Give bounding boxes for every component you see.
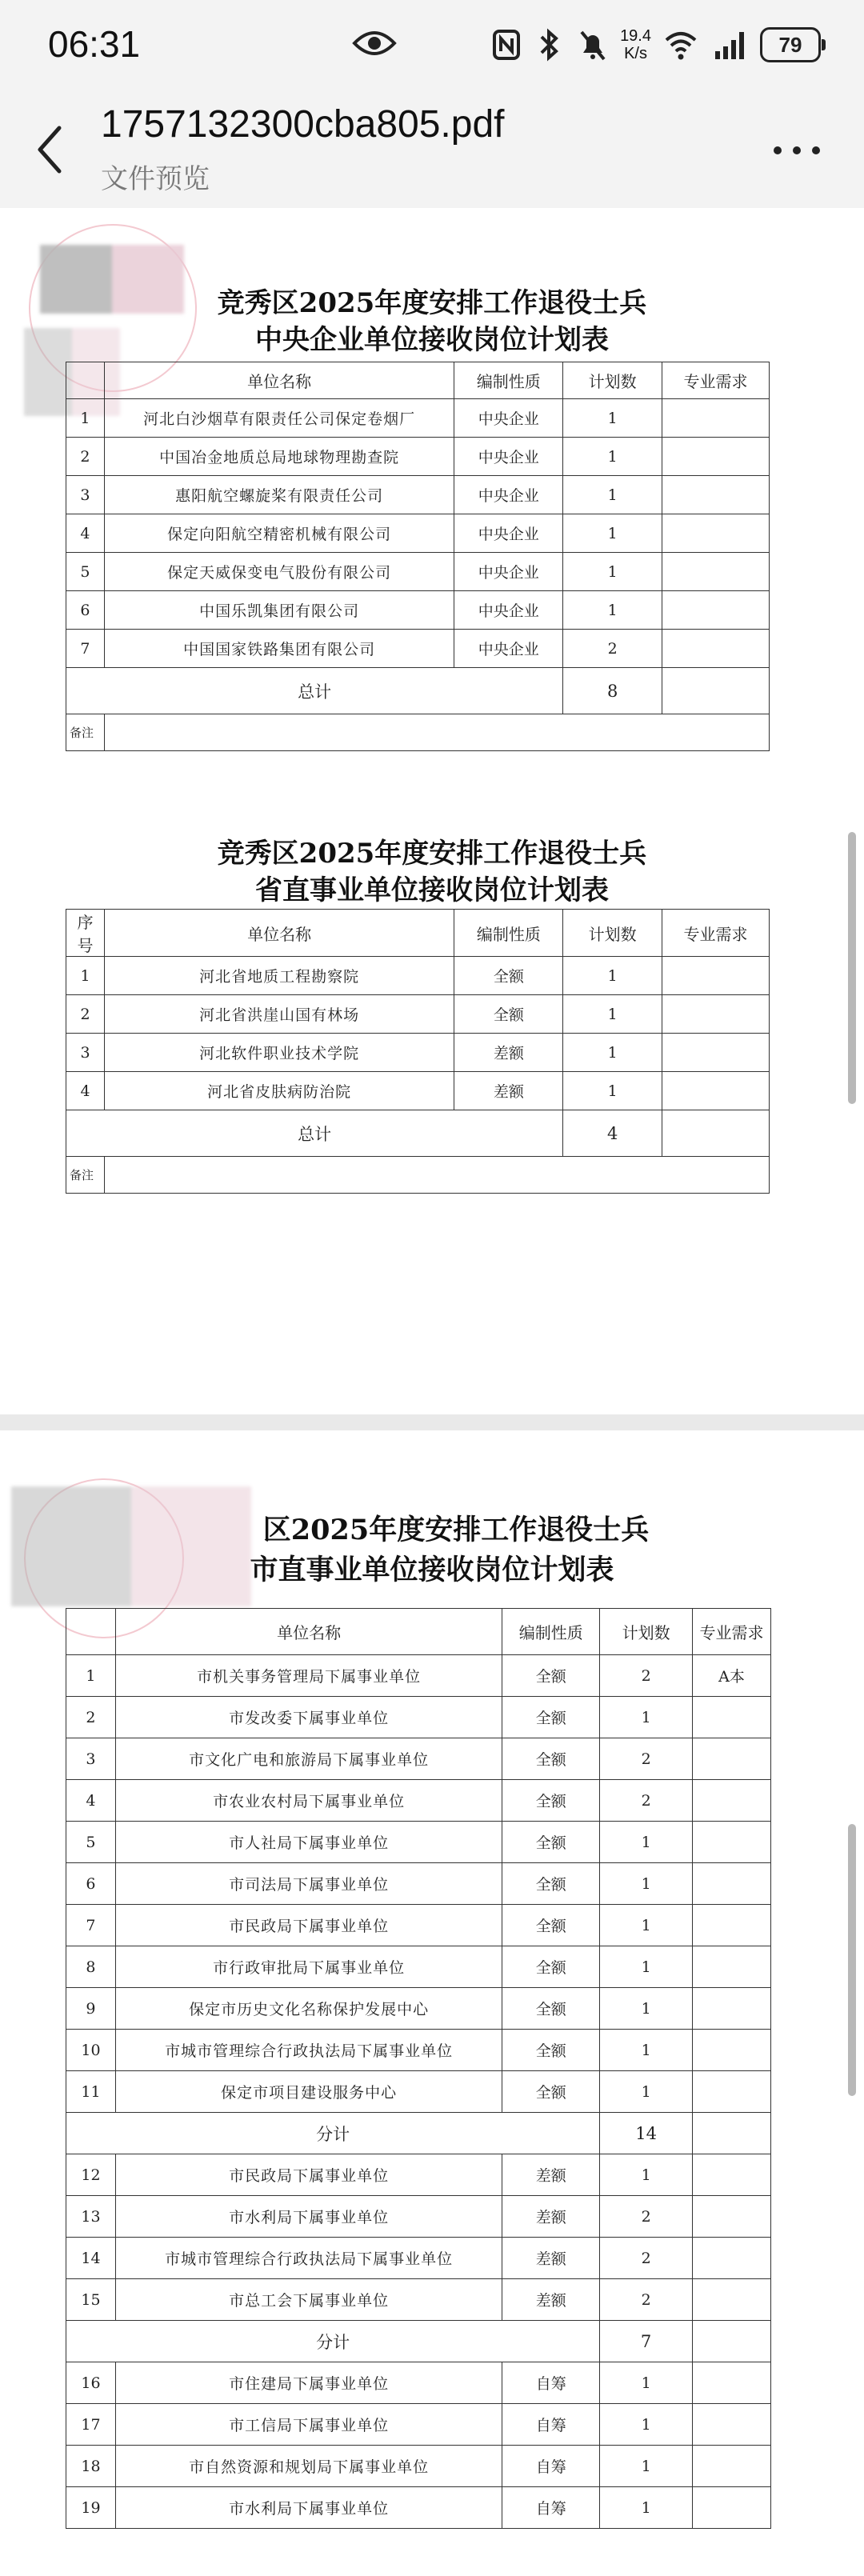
subtotal-row (66, 2321, 771, 2362)
header-plan-count: 计划数 (563, 910, 662, 957)
row-index: 19 (66, 2487, 116, 2529)
plan-count: 1 (563, 591, 662, 630)
unit-name: 河北省地质工程勘察院 (104, 957, 454, 995)
pdf-page-1 (0, 208, 864, 1414)
specialty-requirement (693, 1738, 771, 1780)
row-index: 15 (66, 2279, 116, 2321)
staffing-type: 中央企业 (454, 591, 563, 630)
total-row-value: 8 (563, 668, 662, 714)
plan-count: 1 (563, 1034, 662, 1072)
specialty-requirement (662, 957, 770, 995)
plan-count: 1 (600, 1822, 693, 1863)
specialty-requirement (662, 630, 770, 668)
header-staffing-type: 编制性质 (502, 1609, 600, 1655)
header-staffing-type: 编制性质 (454, 362, 563, 399)
row-index: 3 (66, 476, 105, 514)
plan-count: 1 (600, 2404, 693, 2446)
specialty-requirement (662, 1034, 770, 1072)
staffing-type: 差额 (502, 2154, 600, 2196)
table2-title-line1: 竞秀区2025年度安排工作退役士兵 (217, 838, 647, 870)
table-row (66, 2279, 771, 2321)
row-index: 4 (66, 1780, 116, 1822)
total-row-label: 总计 (66, 1110, 563, 1157)
bluetooth-icon (534, 27, 566, 62)
table1-title (0, 285, 864, 358)
row-index: 1 (66, 1655, 116, 1697)
staffing-type: 差额 (502, 2196, 600, 2238)
pdf-viewer[interactable] (0, 208, 864, 2576)
specialty-requirement (693, 1822, 771, 1863)
specialty-requirement (693, 2362, 771, 2404)
central-enterprise-table (66, 362, 770, 751)
plan-count: 2 (600, 1655, 693, 1697)
unit-name: 保定天威保变电气股份有限公司 (104, 553, 454, 591)
staffing-type: 全额 (502, 1822, 600, 1863)
table-row (66, 2238, 771, 2279)
staffing-type: 中央企业 (454, 514, 563, 553)
staffing-type: 全额 (502, 1905, 600, 1946)
specialty-requirement (693, 1697, 771, 1738)
specialty-requirement (662, 1072, 770, 1110)
header-specialty: 专业需求 (693, 1609, 771, 1655)
remark-label: 备注 (66, 714, 105, 751)
plan-count: 1 (600, 2487, 693, 2529)
row-index: 7 (66, 630, 105, 668)
header-unit-name: 单位名称 (115, 1609, 502, 1655)
specialty-requirement (693, 1905, 771, 1946)
scrollbar-thumb[interactable] (848, 832, 856, 1104)
specialty-requirement (693, 2238, 771, 2279)
row-index: 9 (66, 1988, 116, 2030)
plan-count: 1 (563, 514, 662, 553)
plan-count: 1 (600, 2446, 693, 2487)
table-row (66, 630, 770, 668)
staffing-type: 全额 (502, 1988, 600, 2030)
remark-content (104, 1157, 769, 1194)
unit-name: 保定市项目建设服务中心 (115, 2071, 502, 2113)
signal-icon (710, 27, 749, 62)
table-row (66, 2196, 771, 2238)
table-row (66, 957, 770, 995)
unit-name: 中国冶金地质总局地球物理勘查院 (104, 438, 454, 476)
row-index: 10 (66, 2030, 116, 2071)
header-index: 序号 (66, 910, 105, 957)
unit-name: 市民政局下属事业单位 (115, 2154, 502, 2196)
municipal-institution-table (66, 1608, 771, 2529)
table-header-row (66, 362, 770, 399)
table-row (66, 1863, 771, 1905)
subtotal-row-label: 分计 (66, 2113, 600, 2154)
row-index: 5 (66, 1822, 116, 1863)
table3-title-line1: 区2025年度安排工作退役士兵 (262, 1514, 650, 1546)
plan-count: 1 (600, 2362, 693, 2404)
plan-count: 1 (600, 2030, 693, 2071)
specialty-requirement (693, 1863, 771, 1905)
staffing-type: 自筹 (502, 2362, 600, 2404)
status-icons (490, 21, 821, 69)
network-speed-unit: K/s (624, 45, 647, 62)
table-row (66, 2071, 771, 2113)
specialty-requirement (662, 995, 770, 1034)
row-index: 11 (66, 2071, 116, 2113)
total-row (66, 668, 770, 714)
row-index: 5 (66, 553, 105, 591)
subtotal-row-value: 14 (600, 2113, 693, 2154)
unit-name: 保定向阳航空精密机械有限公司 (104, 514, 454, 553)
table-row (66, 995, 770, 1034)
row-index: 2 (66, 995, 105, 1034)
empty-cell (693, 2113, 771, 2154)
row-index: 1 (66, 957, 105, 995)
header-plan-count: 计划数 (600, 1609, 693, 1655)
plan-count: 1 (563, 399, 662, 438)
plan-count: 1 (563, 1072, 662, 1110)
specialty-requirement (662, 553, 770, 591)
staffing-type: 自筹 (502, 2404, 600, 2446)
unit-name: 中国乐凯集团有限公司 (104, 591, 454, 630)
eye-icon (352, 27, 397, 59)
total-row-value: 4 (563, 1110, 662, 1157)
table3-title (0, 1510, 864, 1590)
remark-row (66, 714, 770, 751)
staffing-type: 全额 (454, 995, 563, 1034)
network-speed-value: 19.4 (620, 27, 651, 45)
unit-name: 河北软件职业技术学院 (104, 1034, 454, 1072)
plan-count: 1 (600, 1946, 693, 1988)
unit-name: 市农业农村局下属事业单位 (115, 1780, 502, 1822)
row-index: 6 (66, 591, 105, 630)
table-row (66, 2362, 771, 2404)
plan-count: 2 (563, 630, 662, 668)
specialty-requirement (693, 2279, 771, 2321)
plan-count: 1 (600, 1697, 693, 1738)
specialty-requirement (693, 2404, 771, 2446)
staffing-type: 差额 (502, 2238, 600, 2279)
table2-title (0, 835, 864, 909)
table-row (66, 1988, 771, 2030)
provincial-institution-table (66, 909, 770, 1194)
remark-label: 备注 (66, 1157, 105, 1194)
row-index: 4 (66, 1072, 105, 1110)
table-row (66, 1697, 771, 1738)
wifi-icon (662, 27, 699, 62)
table-row (66, 1822, 771, 1863)
specialty-requirement (662, 514, 770, 553)
pdf-page-2 (0, 1430, 864, 2576)
row-index: 3 (66, 1738, 116, 1780)
staffing-type: 中央企业 (454, 438, 563, 476)
header-specialty: 专业需求 (662, 362, 770, 399)
empty-cell (662, 1110, 770, 1157)
header-plan-count: 计划数 (563, 362, 662, 399)
staffing-type: 差额 (454, 1034, 563, 1072)
row-index: 12 (66, 2154, 116, 2196)
staffing-type: 全额 (502, 1738, 600, 1780)
unit-name: 市机关事务管理局下属事业单位 (115, 1655, 502, 1697)
staffing-type: 全额 (502, 1697, 600, 1738)
unit-name: 市住建局下属事业单位 (115, 2362, 502, 2404)
unit-name: 市总工会下属事业单位 (115, 2279, 502, 2321)
table-row (66, 1655, 771, 1697)
table-row (66, 1780, 771, 1822)
unit-name: 市城市管理综合行政执法局下属事业单位 (115, 2238, 502, 2279)
staffing-type: 差额 (454, 1072, 563, 1110)
subtotal-row-label: 分计 (66, 2321, 600, 2362)
table-row (66, 399, 770, 438)
plan-count: 1 (563, 476, 662, 514)
file-name: 1757132300cba805.pdf (101, 103, 505, 146)
table1-title-line2: 中央企业单位接收岗位计划表 (255, 324, 609, 356)
staffing-type: 自筹 (502, 2487, 600, 2529)
specialty-requirement (693, 2154, 771, 2196)
unit-name: 市民政局下属事业单位 (115, 1905, 502, 1946)
table-row (66, 2446, 771, 2487)
plan-count: 1 (600, 2071, 693, 2113)
staffing-type: 中央企业 (454, 476, 563, 514)
staffing-type: 全额 (454, 957, 563, 995)
header-staffing-type: 编制性质 (454, 910, 563, 957)
plan-count: 2 (600, 1738, 693, 1780)
remark-row (66, 1157, 770, 1194)
row-index: 13 (66, 2196, 116, 2238)
table-row (66, 2030, 771, 2071)
specialty-requirement (693, 2196, 771, 2238)
specialty-requirement (693, 2071, 771, 2113)
table-row (66, 438, 770, 476)
specialty-requirement (662, 399, 770, 438)
plan-count: 2 (600, 2279, 693, 2321)
table-row (66, 553, 770, 591)
plan-count: 1 (600, 1988, 693, 2030)
row-index: 17 (66, 2404, 116, 2446)
status-bar (0, 0, 864, 88)
remark-content (104, 714, 769, 751)
unit-name: 市水利局下属事业单位 (115, 2196, 502, 2238)
staffing-type: 中央企业 (454, 630, 563, 668)
row-index: 18 (66, 2446, 116, 2487)
table2-title-line2: 省直事业单位接收岗位计划表 (255, 874, 609, 906)
table-row (66, 1905, 771, 1946)
staffing-type: 全额 (502, 1863, 600, 1905)
table-row (66, 1034, 770, 1072)
unit-name: 市行政审批局下属事业单位 (115, 1946, 502, 1988)
plan-count: 2 (600, 2196, 693, 2238)
table-row (66, 1738, 771, 1780)
staffing-type: 全额 (502, 2030, 600, 2071)
staffing-type: 中央企业 (454, 399, 563, 438)
specialty-requirement (693, 2487, 771, 2529)
plan-count: 1 (600, 1905, 693, 1946)
total-row (66, 1110, 770, 1157)
specialty-requirement (662, 591, 770, 630)
top-app-bar (0, 88, 864, 208)
plan-count: 1 (563, 438, 662, 476)
row-index: 7 (66, 1905, 116, 1946)
table-header-row (66, 1609, 771, 1655)
table3-title-line2: 市直事业单位接收岗位计划表 (250, 1554, 614, 1586)
row-index: 3 (66, 1034, 105, 1072)
table-row (66, 1072, 770, 1110)
table-row (66, 514, 770, 553)
header-unit-name: 单位名称 (104, 362, 454, 399)
staffing-type: 差额 (502, 2279, 600, 2321)
table-row (66, 591, 770, 630)
plan-count: 2 (600, 2238, 693, 2279)
table-row (66, 476, 770, 514)
unit-name: 河北省洪崖山国有林场 (104, 995, 454, 1034)
scrollbar-thumb[interactable] (848, 1824, 856, 2096)
empty-cell (662, 668, 770, 714)
specialty-requirement (693, 1780, 771, 1822)
empty-cell (693, 2321, 771, 2362)
row-index: 16 (66, 2362, 116, 2404)
table-header-row (66, 910, 770, 957)
subtotal-row-value: 7 (600, 2321, 693, 2362)
specialty-requirement (693, 2446, 771, 2487)
row-index: 14 (66, 2238, 116, 2279)
total-row-label: 总计 (66, 668, 563, 714)
plan-count: 2 (600, 1780, 693, 1822)
staffing-type: 全额 (502, 2071, 600, 2113)
unit-name: 保定市历史文化名称保护发展中心 (115, 1988, 502, 2030)
row-index: 8 (66, 1946, 116, 1988)
status-time: 06:31 (48, 23, 141, 65)
specialty-requirement (693, 1946, 771, 1988)
bell-muted-icon (577, 27, 609, 62)
staffing-type: 自筹 (502, 2446, 600, 2487)
file-preview-label: 文件预览 (101, 163, 210, 195)
staffing-type: 全额 (502, 1655, 600, 1697)
table-row (66, 2404, 771, 2446)
unit-name: 河北省皮肤病防治院 (104, 1072, 454, 1110)
specialty-requirement: A本 (693, 1655, 771, 1697)
nfc-icon (490, 27, 522, 62)
battery-indicator: 79 (760, 27, 821, 62)
unit-name: 市人社局下属事业单位 (115, 1822, 502, 1863)
plan-count: 1 (563, 553, 662, 591)
table-row (66, 1946, 771, 1988)
unit-name: 市城市管理综合行政执法局下属事业单位 (115, 2030, 502, 2071)
specialty-requirement (693, 2030, 771, 2071)
specialty-requirement (662, 476, 770, 514)
unit-name: 市文化广电和旅游局下属事业单位 (115, 1738, 502, 1780)
back-arrow-icon[interactable] (30, 122, 70, 178)
unit-name: 中国国家铁路集团有限公司 (104, 630, 454, 668)
row-index: 6 (66, 1863, 116, 1905)
table1-title-line1: 竞秀区2025年度安排工作退役士兵 (217, 287, 647, 319)
staffing-type: 中央企业 (454, 553, 563, 591)
unit-name: 惠阳航空螺旋桨有限责任公司 (104, 476, 454, 514)
table-row (66, 2154, 771, 2196)
unit-name: 河北白沙烟草有限责任公司保定卷烟厂 (104, 399, 454, 438)
network-speed (620, 27, 651, 62)
header-index (66, 1609, 116, 1655)
unit-name: 市工信局下属事业单位 (115, 2404, 502, 2446)
staffing-type: 全额 (502, 1946, 600, 1988)
row-index: 2 (66, 1697, 116, 1738)
unit-name: 市发改委下属事业单位 (115, 1697, 502, 1738)
row-index: 4 (66, 514, 105, 553)
header-index (66, 362, 105, 399)
plan-count: 1 (600, 1863, 693, 1905)
staffing-type: 全额 (502, 1780, 600, 1822)
subtotal-row (66, 2113, 771, 2154)
more-options-icon[interactable] (771, 144, 822, 157)
unit-name: 市水利局下属事业单位 (115, 2487, 502, 2529)
specialty-requirement (662, 438, 770, 476)
table-row (66, 2487, 771, 2529)
specialty-requirement (693, 1988, 771, 2030)
plan-count: 1 (563, 957, 662, 995)
header-unit-name: 单位名称 (104, 910, 454, 957)
row-index: 1 (66, 399, 105, 438)
plan-count: 1 (563, 995, 662, 1034)
row-index: 2 (66, 438, 105, 476)
header-specialty: 专业需求 (662, 910, 770, 957)
unit-name: 市自然资源和规划局下属事业单位 (115, 2446, 502, 2487)
plan-count: 1 (600, 2154, 693, 2196)
unit-name: 市司法局下属事业单位 (115, 1863, 502, 1905)
